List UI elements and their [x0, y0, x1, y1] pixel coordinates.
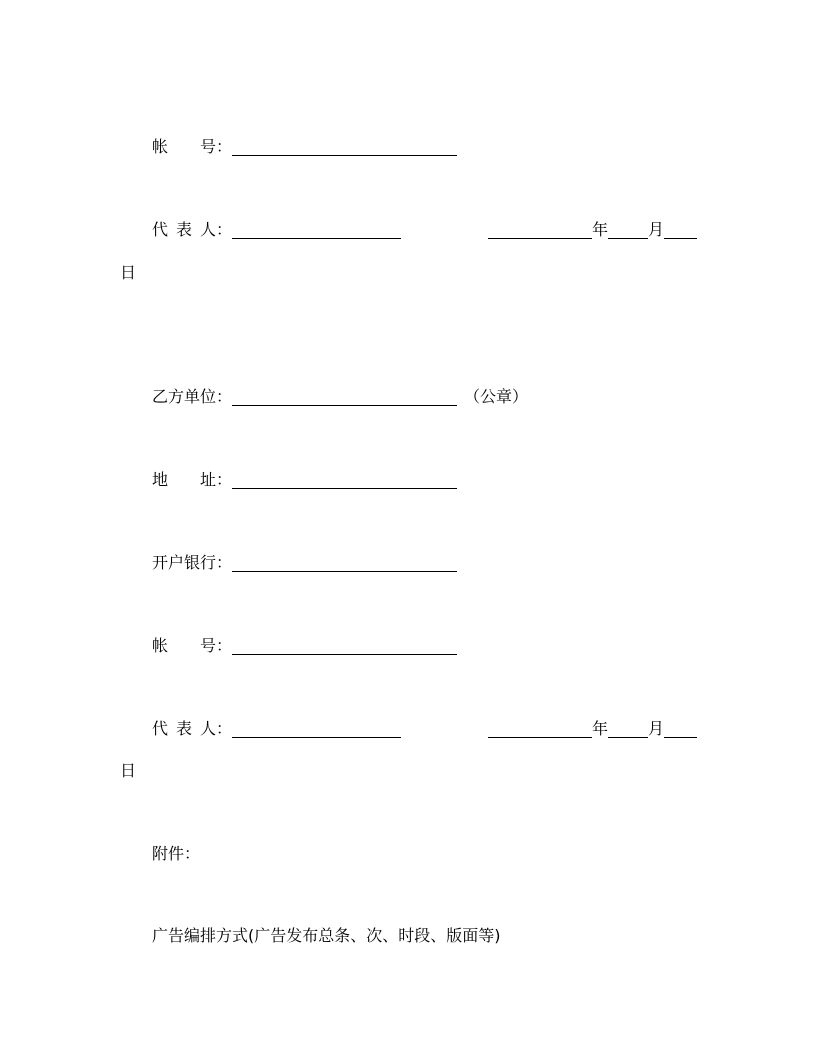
- account-colon: ：: [216, 137, 233, 156]
- account-label-char-1: 帐: [152, 137, 169, 156]
- party-b-day-label: 日: [120, 761, 137, 780]
- representative-colon: ：: [216, 220, 233, 239]
- party-b-unit-label: 乙方单位: [152, 387, 217, 406]
- representative-blank-line[interactable]: [232, 222, 401, 239]
- party-b-account-label-char-1: 帐: [152, 636, 169, 655]
- party-b-day-blank-line[interactable]: [664, 721, 697, 738]
- party-b-representative-label-char-1: 代: [152, 719, 169, 738]
- month-blank-line[interactable]: [608, 222, 648, 239]
- party-b-account-colon: ：: [216, 636, 233, 655]
- party-b-representative-blank-line[interactable]: [232, 721, 401, 738]
- address-label-char-2: 址: [200, 470, 217, 489]
- party-b-year-label: 年: [592, 719, 609, 738]
- party-b-account-label-char-2: 号: [200, 636, 217, 655]
- party-b-unit-colon: ：: [216, 387, 233, 406]
- party-b-representative-colon: ：: [216, 719, 233, 738]
- account-blank-line[interactable]: [232, 139, 457, 156]
- party-b-representative-label-char-2: 表: [176, 719, 193, 738]
- party-b-month-label: 月: [648, 719, 665, 738]
- address-blank-line[interactable]: [232, 472, 457, 489]
- bank-label: 开户银行: [152, 553, 217, 572]
- party-b-year-blank-line[interactable]: [488, 721, 592, 738]
- party-b-account-blank-line[interactable]: [232, 638, 457, 655]
- day-label: 日: [120, 263, 137, 282]
- representative-label-char-1: 代: [152, 220, 169, 239]
- bank-blank-line[interactable]: [232, 555, 457, 572]
- party-b-representative-label-char-3: 人: [200, 719, 217, 738]
- address-colon: ：: [216, 470, 233, 489]
- address-label-char-1: 地: [152, 470, 169, 489]
- official-seal-note: （公章）: [464, 387, 529, 406]
- bank-colon: ：: [216, 553, 233, 572]
- party-b-month-blank-line[interactable]: [608, 721, 648, 738]
- day-blank-line[interactable]: [664, 222, 697, 239]
- year-blank-line[interactable]: [488, 222, 592, 239]
- attachment-label: 附件：: [152, 844, 201, 863]
- representative-label-char-3: 人: [200, 220, 217, 239]
- account-label-char-2: 号: [200, 137, 217, 156]
- representative-label-char-2: 表: [176, 220, 193, 239]
- party-b-unit-blank-line[interactable]: [232, 389, 457, 406]
- attachment-item: 广告编排方式(广告发布总条、次、时段、版面等): [152, 926, 501, 945]
- year-label: 年: [592, 220, 609, 239]
- month-label: 月: [648, 220, 665, 239]
